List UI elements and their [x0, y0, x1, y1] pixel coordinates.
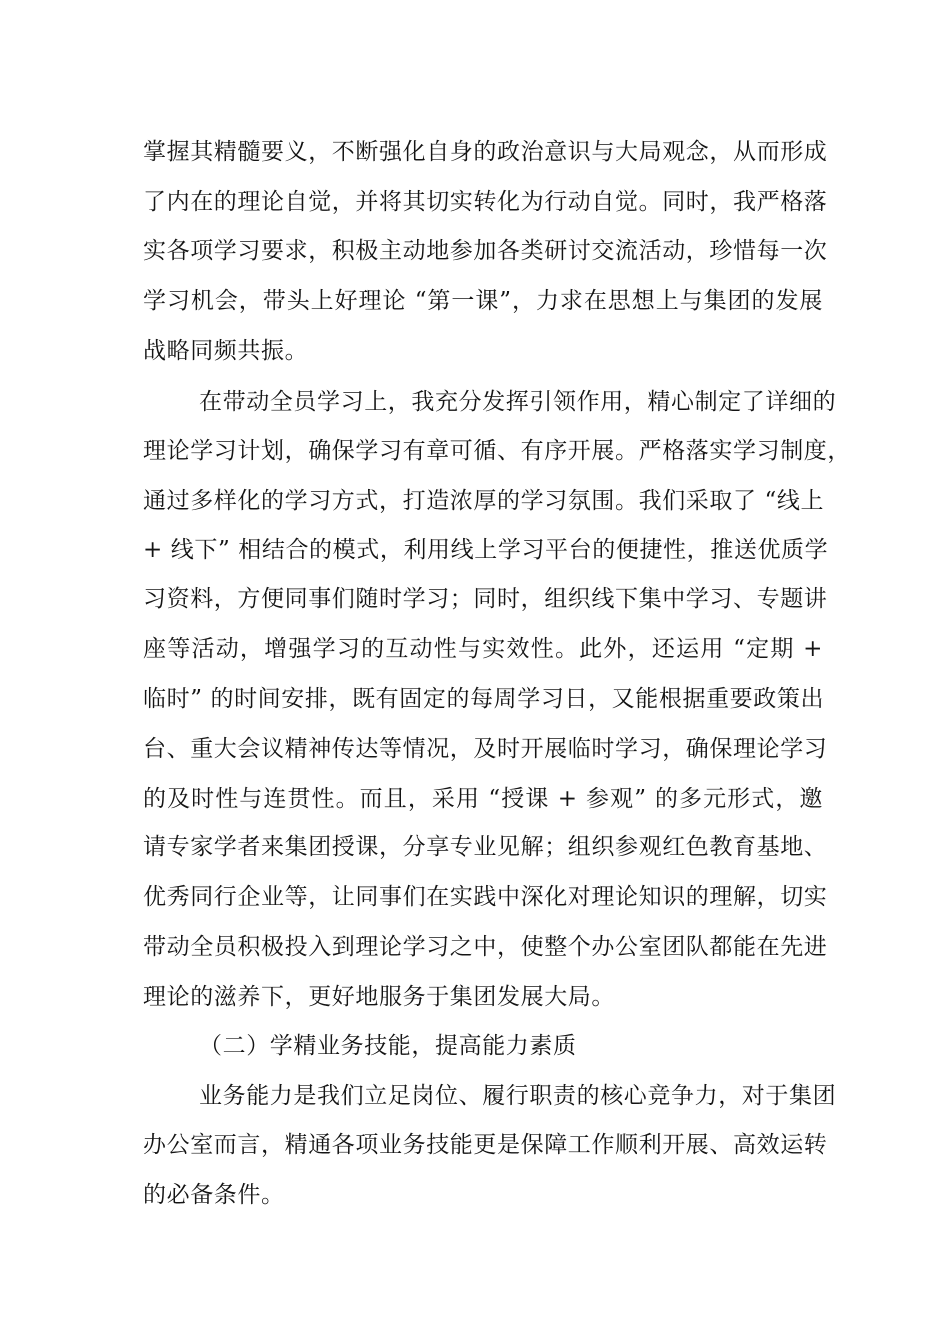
paragraph-line: 学习机会，带头上好理论 “第一课”，力求在思想上与集团的发展 [143, 288, 823, 314]
paragraph-line: 座等活动，增强学习的互动性与实效性。此外，还运用 “定期 + [143, 636, 823, 662]
paragraph-line: 了内在的理论自觉，并将其切实转化为行动自觉。同时，我严格落 [143, 189, 828, 215]
paragraph-line: 办公室而言，精通各项业务技能更是保障工作顺利开展、高效运转 [143, 1132, 828, 1158]
paragraph-line: 理论的滋养下，更好地服务于集团发展大局。 [143, 984, 615, 1010]
paragraph-line: 习资料，方便同事们随时学习；同时，组织线下集中学习、专题讲 [143, 586, 828, 612]
section-heading: （二）学精业务技能，提高能力素质 [199, 1033, 577, 1059]
paragraph-line: 临时” 的时间安排，既有固定的每周学习日，又能根据重要政策出 [143, 686, 825, 712]
paragraph-line: + 线下” 相结合的模式，利用线上学习平台的便捷性，推送优质学 [143, 537, 829, 563]
paragraph-line: 实各项学习要求，积极主动地参加各类研讨交流活动，珍惜每一次 [143, 238, 828, 264]
paragraph-line: 业务能力是我们立足岗位、履行职责的核心竞争力，对于集团 [199, 1083, 837, 1109]
paragraph-line: 的及时性与连贯性。而且，采用 “授课 + 参观” 的多元形式，邀 [143, 786, 823, 812]
paragraph-line: 通过多样化的学习方式，打造浓厚的学习氛围。我们采取了 “线上 [143, 488, 825, 514]
paragraph-line: 战略同频共振。 [143, 338, 309, 364]
paragraph-line: 掌握其精髓要义，不断强化自身的政治意识与大局观念，从而形成 [143, 139, 828, 165]
paragraph-line: 台、重大会议精神传达等情况，及时开展临时学习，确保理论学习 [143, 736, 828, 762]
paragraph-line: 请专家学者来集团授课，分享专业见解；组织参观红色教育基地、 [143, 834, 828, 860]
paragraph-line: 的必备条件。 [143, 1182, 285, 1208]
paragraph-line: 优秀同行企业等，让同事们在实践中深化对理论知识的理解，切实 [143, 884, 828, 910]
paragraph-line: 带动全员积极投入到理论学习之中，使整个办公室团队都能在先进 [143, 934, 828, 960]
paragraph-line: 理论学习计划，确保学习有章可循、有序开展。严格落实学习制度， [143, 438, 851, 464]
paragraph-line: 在带动全员学习上，我充分发挥引领作用，精心制定了详细的 [199, 389, 837, 415]
